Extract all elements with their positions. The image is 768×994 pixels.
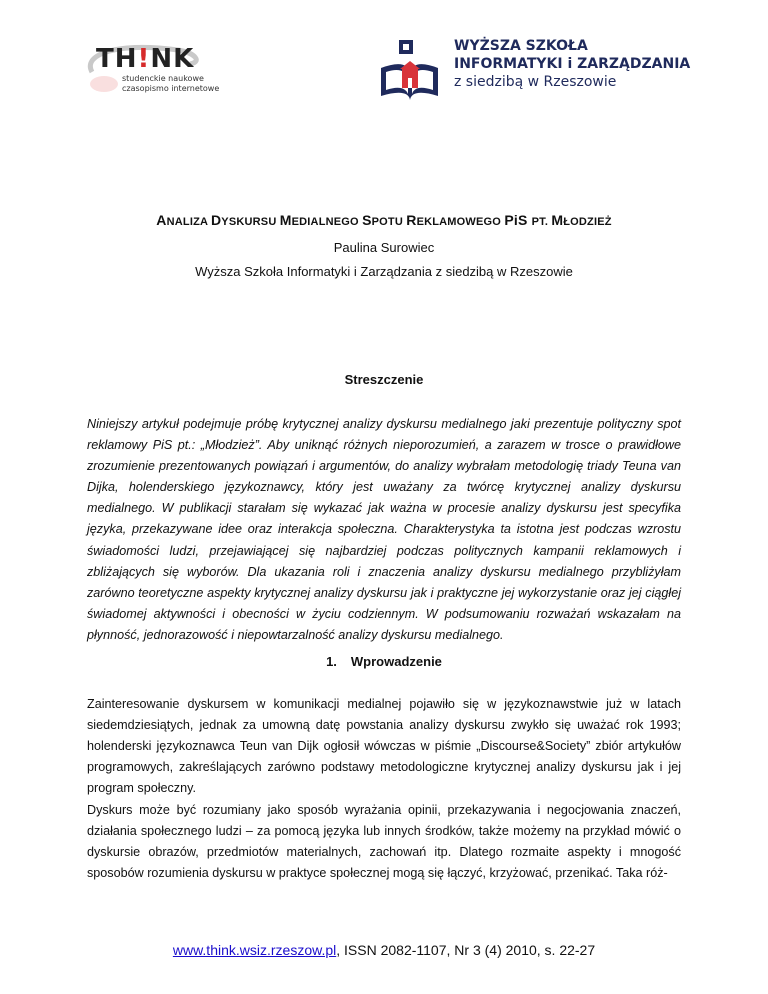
wsiz-name-line-1: WYŻSZA SZKOŁA	[454, 38, 588, 54]
journal-website-link[interactable]: www.think.wsiz.rzeszow.pl	[172, 942, 337, 958]
page-footer	[0, 942, 768, 958]
footer-citation: , ISSN 2082-1107, Nr 3 (4) 2010, s. 22-27	[336, 942, 596, 958]
wsiz-emblem-icon	[378, 38, 448, 110]
paper-title: ANALIZA DYSKURSU MEDIALNEGO SPOTU REKLAMOWEGO PiS PT. MŁODZIEŻ	[156, 212, 612, 228]
abstract-text: Niniejszy artykuł podejmuje próbę krytycznej analizy dyskursu medialnego jaki prezentuje polityczny spot reklamowy PiS pt.: „Młodzież”. Aby uniknąć różnych nieporozumień, a zarazem w trosce o prawidłowe zrozumienie prezentowanych powiązań i argumentów, do analizy wybrałam metodologię triady Teuna van Dijka, holenderskiego językoznawcy, który jest uważany za twórcę krytycznej analizy dyskursu medialnego. W publikacji starałam się wykazać jak ważna w procesie analizy dyskursu jest specyfika języka, przekazywane idee oraz interakcja społeczna. Charakterystyka ta istotna jest podczas wzrostu świadomości ludzi, przejawiającej się najbardziej podczas politycznych kampanii reklamowych i zbliżających się wyborów. Dla ukazania roli i znaczenia analizy dyskursu medialnego przybliżyłam zarówno teoretyczne aspekty krytycznej analizy dyskursu jak i praktyczne jej wykorzystanie oraz jej ciągłej świadomej aktywności i obecności w życiu codziennym. W podsumowaniu rozważań wskazałam na płynność, jednorazowość i niepowtarzalność analizy dyskursu medialnego.	[87, 417, 681, 642]
think-logo	[78, 44, 220, 96]
wsiz-logo	[378, 38, 690, 110]
author-name: Paulina Surowiec	[333, 240, 435, 255]
think-subtitle-2: czasopismo internetowe	[122, 84, 220, 93]
section-heading-introduction	[0, 654, 768, 669]
author-affiliation: Wyższa Szkoła Informatyki i Zarządzania z siedzibą w Rzeszowie	[195, 264, 573, 279]
wsiz-name-line-3: z siedzibą w Rzeszowie	[454, 74, 617, 90]
think-wordmark: TH!NK	[96, 44, 195, 74]
body-paragraph: Zainteresowanie dyskursem w komunikacji medialnej pojawiło się w językoznawstwie już w latach siedemdziesiątych, jednak za umowną datę powstania analizy dyskursu zwykło się uważać rok 1993; holenderski językoznawca Teun van Dijk ogłosił wówczas w piśmie „Discourse&Society” zbiór artykułów programowych, zakreślających zarówno podstawy metodologiczne krytycznej analizy dyskursu jak i jej program społeczny.	[87, 697, 681, 796]
section-title: Wprowadzenie	[350, 654, 442, 669]
think-subtitle-1: studenckie naukowe	[122, 74, 204, 83]
section-number: 1.	[326, 654, 337, 669]
body-paragraph: Dyskurs może być rozumiany jako sposób wyrażania opinii, przekazywania i negocjowania znaczeń, działania społecznego ludzi – za pomocą języka lub innych środków, także możemy na przykład mówić o dyskursie obrazów, przedmiotów materialnych, zachowań itp. Dlatego rozmaite aspekty i mnogość sposobów rozumienia dyskursu w praktyce społecznej mogą się łączyć, krzyżować, przenikać. Taka róż-	[87, 803, 681, 881]
abstract-heading: Streszczenie	[344, 372, 424, 387]
wsiz-name-line-2: INFORMATYKI i ZARZĄDZANIA	[454, 56, 691, 72]
